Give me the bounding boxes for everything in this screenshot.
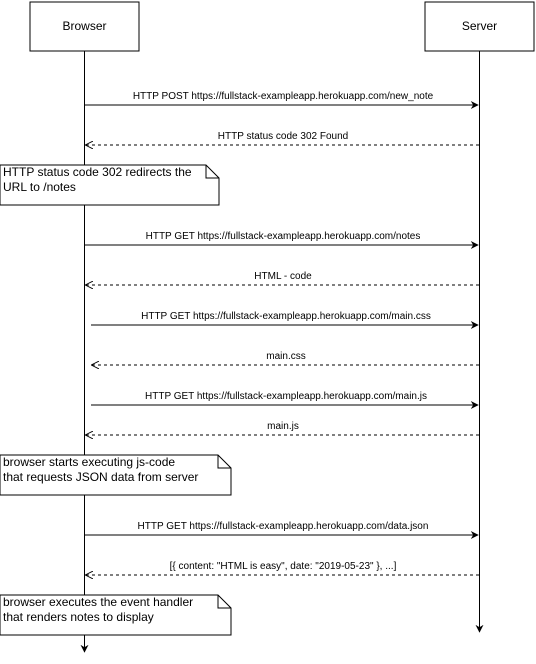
message-label: HTTP GET https://fullstack-exampleapp.herokuapp.com/notes bbox=[145, 231, 421, 242]
message-html-code bbox=[86, 271, 479, 285]
participant-server bbox=[425, 2, 534, 51]
participant-browser-label: Browser bbox=[62, 19, 107, 34]
message-label: HTTP GET https://fullstack-exampleapp.herokuapp.com/main.js bbox=[145, 391, 427, 402]
message-label: main.css bbox=[266, 351, 306, 362]
note-redirect bbox=[0, 165, 219, 205]
message-main-css bbox=[92, 351, 479, 365]
note-line: browser executes the event handler bbox=[3, 595, 194, 609]
message-get-main-css bbox=[91, 311, 478, 325]
message-main-js bbox=[86, 421, 479, 435]
message-302-found bbox=[86, 131, 479, 145]
message-label: HTTP POST https://fullstack-exampleapp.herokuapp.com/new_note bbox=[132, 91, 434, 102]
note-line: that renders notes to display bbox=[3, 610, 154, 624]
note-js-executing bbox=[0, 455, 231, 495]
note-line: that requests JSON data from server bbox=[3, 470, 199, 484]
message-get-data-json bbox=[85, 521, 478, 535]
message-get-main-js bbox=[91, 391, 478, 405]
message-get-notes bbox=[85, 231, 478, 245]
note-event-handler bbox=[0, 595, 231, 635]
message-label: HTTP GET https://fullstack-exampleapp.herokuapp.com/main.css bbox=[141, 311, 431, 322]
message-post-new-note bbox=[85, 91, 478, 105]
note-line: HTTP status code 302 redirects the bbox=[3, 165, 192, 179]
message-label: HTML - code bbox=[254, 271, 312, 282]
message-json-response bbox=[86, 561, 479, 575]
message-label: HTTP GET https://fullstack-exampleapp.herokuapp.com/data.json bbox=[137, 521, 429, 532]
participant-browser bbox=[30, 2, 139, 51]
note-line: browser starts executing js-code bbox=[3, 455, 176, 469]
message-label: [{ content: "HTML is easy", date: "2019-05-23" }, ...] bbox=[169, 561, 397, 572]
message-label: main.js bbox=[267, 421, 299, 432]
message-label: HTTP status code 302 Found bbox=[217, 131, 349, 142]
note-line: URL to /notes bbox=[3, 180, 76, 194]
participant-server-label: Server bbox=[461, 19, 498, 34]
